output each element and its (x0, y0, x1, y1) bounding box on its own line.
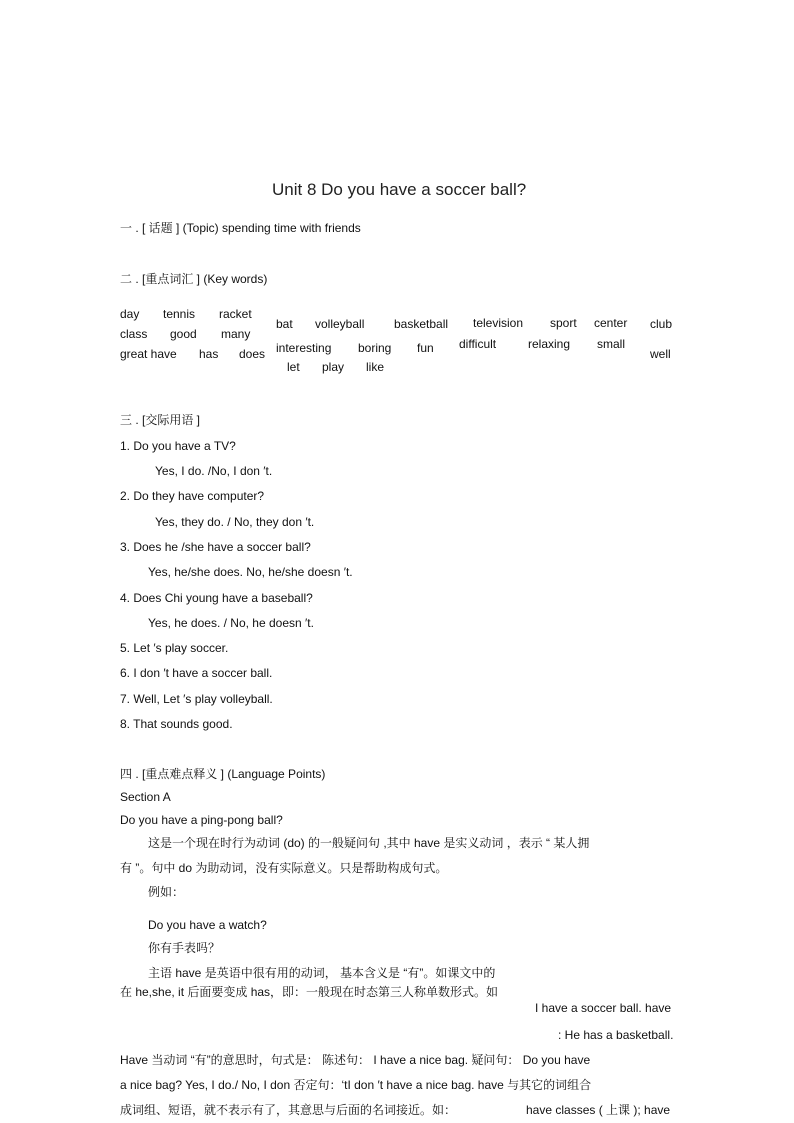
question-line: Do you have a ping-pong ball? (120, 813, 283, 827)
keyword: racket (219, 307, 252, 321)
keyword: tennis (163, 307, 196, 321)
phrase-line: 8. That sounds good. (120, 717, 233, 731)
keyword: relaxing (528, 337, 571, 351)
keyword: fun (417, 341, 434, 355)
keyword: center (594, 316, 628, 330)
keyword: volleyball (315, 317, 365, 331)
paragraph-line: Have 当动词 “有”的意思时，句式是： 陈述句： I have a nice bag. 疑问句： Do you have (120, 1053, 591, 1067)
example-chinese: 你有手表吗？ (148, 941, 221, 955)
example-label: 例如： (148, 885, 185, 899)
phrase-line: 7. Well, Let ′s play volleyball. (120, 692, 273, 706)
phrase-line: 3. Does he /she have a soccer ball? (120, 540, 311, 554)
keyword: difficult (459, 337, 497, 351)
phrases-heading: 三 . [交际用语 ] (120, 413, 201, 427)
example-english: Do you have a watch? (148, 918, 267, 932)
keyword: boring (358, 341, 392, 355)
paragraph-line: 主语 have 是英语中很有用的动词， 基本含义是 “有”。如课文中的 (148, 966, 496, 980)
keyword: well (650, 347, 671, 361)
keyword: basketball (394, 317, 449, 331)
keyword: let (287, 360, 300, 374)
keyword: television (473, 316, 524, 330)
keyword: bat (276, 317, 293, 331)
phrase-line: Yes, he/she does. No, he/she doesn ′t. (148, 565, 353, 579)
phrase-line: 4. Does Chi young have a baseball? (120, 591, 313, 605)
keyword: has (199, 347, 219, 361)
keyword: play (322, 360, 345, 374)
paragraph-line: a nice bag? Yes, I do./ No, I don 否定句：‘tI don ′t have a nice bag. have 与其它的词组合 (120, 1078, 592, 1092)
keyword: great have (120, 347, 177, 361)
phrase-line: 6. I don ′t have a soccer ball. (120, 666, 273, 680)
phrase-line: 1. Do you have a TV? (120, 439, 236, 453)
keyword: interesting (276, 341, 332, 355)
keyword: club (650, 317, 673, 331)
phrase-line: Yes, I do. /No, I don ′t. (155, 464, 273, 478)
paragraph-line: 成词组、短语，就不表示有了，其意思与后面的名词接近。如： (120, 1103, 457, 1117)
paragraph-line: 在 he,she, it 后面要变成 has，即：一般现在时态第三人称单数形式。如 (120, 985, 499, 999)
keyword: good (170, 327, 197, 341)
keyword: many (221, 327, 251, 341)
keyword: does (239, 347, 266, 361)
paragraph-line: I have a soccer ball. have (535, 1001, 672, 1015)
keyword: small (597, 337, 626, 351)
phrase-line: 2. Do they have computer? (120, 489, 265, 503)
phrase-line: Yes, he does. / No, he doesn ′t. (148, 616, 314, 630)
language-points-heading: 四 . [重点难点释义 ] (Language Points) (120, 767, 326, 781)
phrase-line: Yes, they do. / No, they don ′t. (155, 515, 315, 529)
keyword: day (120, 307, 140, 321)
paragraph-line: 这是一个现在时行为动词 (do) 的一般疑问句 ,其中 have 是实义动词 ，表示 “ 某人拥 (148, 836, 590, 850)
paragraph-line: 有 ”。句中 do 为助动词，没有实际意义。只是帮助构成句式。 (120, 861, 448, 875)
topic-heading: 一 . [ 话题 ] (Topic) spending time with friends (120, 221, 361, 235)
keyword: class (120, 327, 148, 341)
section-label: Section A (120, 790, 171, 804)
keyword: sport (550, 316, 577, 330)
keyword: like (366, 360, 385, 374)
paragraph-line: have classes ( 上课 ); have (526, 1103, 671, 1117)
page-title: Unit 8 Do you have a soccer ball? (272, 180, 527, 199)
keywords-heading: 二 . [重点词汇 ] (Key words) (120, 272, 268, 286)
phrase-line: 5. Let ′s play soccer. (120, 641, 229, 655)
paragraph-line: : He has a basketball. (558, 1028, 674, 1042)
